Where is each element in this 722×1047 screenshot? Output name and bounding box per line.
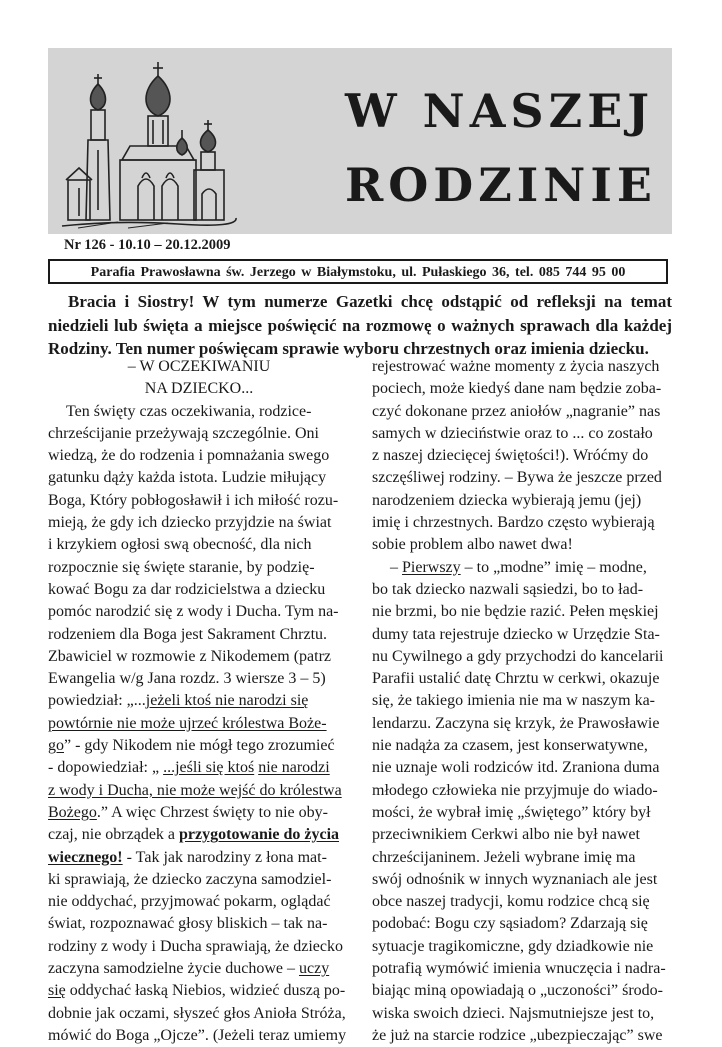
emphasis-fragment: przygotowanie do życia [179,826,340,844]
text-fragment: - Tak jak narodziny z łona mat- [122,848,327,866]
quote-fragment: go [48,737,64,755]
text-line: bo tak dziecko nazwali sąsiedzi, bo to ład- [372,580,644,598]
text-line: rejestrować ważne momenty z życia naszych [372,358,660,375]
text-line: sobie problem albo nawet dwa! [372,536,573,554]
text-line: lendarzu. Zaczyna się krzyk, że Prawosławie [372,714,660,732]
text-line: Ten święty czas oczekiwania, rodzice- [66,402,312,420]
church-illustration [58,60,238,232]
newsletter-title [345,74,665,222]
text-line: czyć dokonane przez aniołów „nagranie” nas [372,402,661,420]
quote-fragment: powtórnie nie może ujrzeć królestwa Boże- [48,714,327,732]
text-line: przeciwnikiem Cerkwi albo nie był nawet [372,826,640,844]
text-line: świat, rozpoznawać głosy bliskich – tak na- [48,915,328,933]
text-line: dumy tata rejestruje dziecko w Urzędzie Sta- [372,625,660,643]
issue-number: Nr 126 - 10.10 – 20.12.2009 [64,237,231,253]
text-line: nie brzmi, bo nie będzie razić. Pełen męskiej [372,603,659,621]
text-line: nie nadąża za czasem, jest konserwatywne, [372,737,648,755]
text-fragment: .” A więc Chrzest święty to nie oby- [96,803,328,821]
text-line: szczęśliwej rodziny. – Bywa że jeszcze przed [372,469,662,487]
text-line: chrześcijaninem. Jeżeli wybrane imię ma [372,848,636,866]
quote-fragment: ...jeśli się ktoś [163,759,255,777]
text-line: wiedzą, że do rodzenia i pomnażania swego [48,447,330,465]
text-line: z naszej dziecięcej świętości!). Wróćmy do [372,447,649,465]
text-line: Zbawiciel w rozmowie z Nikodemem (patrz [48,647,331,665]
quote-fragment: Bożego [48,803,97,821]
text-line [48,802,350,824]
text-line: samych w dzieciństwie oraz to ... co zostało [372,424,653,442]
text-line: Ewangelia w/g Jana rozdz. 3 wiersze 3 – 5) [48,670,326,688]
text-line: obce naszej tradycji, komu rodzice chcą się [372,893,650,911]
article-heading-line-2: NA DZIECKO... [144,380,254,398]
text-line [48,824,350,846]
text-line: nie uznaje woli rodziców itd. Zraniona duma [372,759,660,777]
right-column [372,356,674,1047]
text-line: pociech, może kiedyś dane nam będzie zoba- [372,380,662,398]
text-line: podobać: Bogu czy sąsiadom? Zdarzają się [372,915,648,933]
text-line: nu Cywilnego a gdy przychodzi do kancelarii [372,647,664,665]
text-line: się, że takiego imienia nie ma w naszym ka- [372,692,656,710]
quote-fragment: się [48,982,66,1000]
text-line: imię i chrzestnych. Bardzo często wybierają [372,514,655,532]
text-line [48,847,350,869]
left-column [48,356,350,1047]
text-line [48,980,350,1002]
text-line: biając miną opowiadają o „uczoności” środo- [372,982,663,1000]
text-fragment: czaj, nie obrządek a [48,826,180,844]
text-line: swój odnośnik w innych wyznaniach ale jest [372,870,658,888]
text-line [48,780,350,802]
emphasis-fragment: wiecznego! [48,848,123,866]
text-line [372,557,674,579]
text-line: pomóc narodzić się z wody i Ducha. Tym na- [48,603,339,621]
quote-fragment: nie narodzi [258,759,330,777]
parish-info: Parafia Prawosławna św. Jerzego w Białymstoku, ul. Pułaskiego 36, tel. 085 744 95 00 [48,259,668,284]
text-line: ki sprawiają, że dziecko zaczyna samodziel- [48,870,332,888]
text-line: narodzeniem dziecka wybierają jemu (jej) [372,491,642,509]
text-line: kować Bogu za dar rodzicielstwa a dziecku [48,580,326,598]
text-line: sytuacje tragikomiczne, gdy dziadkowie nie [372,937,654,955]
text-fragment: – [390,558,402,576]
quote-fragment: Pierwszy [402,558,461,576]
text-line [48,690,350,712]
text-line: mości, że wybrał imię „świętego” który był [372,803,651,821]
title-line-2: RODZINIE [345,158,657,212]
text-fragment: – to „modne” imię – modne, [460,558,647,576]
text-line [48,735,350,757]
intro-paragraph: Bracia i Siostry! W tym numerze Gazetki chcę odstąpić od refleksji na temat niedzieli lub święta a miejsce poświęcić na rozmowę o ważnych sprawach dla każdej Rodziny. Ten numer poświęcam sprawie wyboru chrzestnych oraz imienia dziecku. [48,292,672,358]
text-line: mieją, że gdy ich dziecko przyjdzie na świat [48,514,332,532]
text-line: Parafii ustalić datę Chrztu w cerkwi, okazuje [372,670,660,688]
text-line [48,958,350,980]
article-heading-line-1: – W OCZEKIWANIU [127,358,271,375]
text-line: Boga, Który pobłogosławił i ich miłość rozu- [48,491,339,509]
text-fragment: zaczyna samodzielne życie duchowe – [48,960,299,978]
text-line [48,757,350,779]
text-line: potrafią wymówić imienia wnuczęcia i nadra- [372,960,666,978]
title-line-1: W NASZEJ [345,84,655,138]
text-line: i krzykiem ogłosi swą obecność, dla nich [48,536,312,554]
text-line: młodego człowieka nie przyjmuje do wiado- [372,781,658,799]
text-fragment: powiedział: „... [48,692,146,710]
text-line: że już na starcie rodzice „ubezpieczając” swe [372,1026,663,1044]
text-fragment: ” - gdy Nikodem nie mógł tego zrozumieć [64,737,335,755]
text-line: mówić do Boga „Ojcze”. (Jeżeli teraz umiemy [48,1026,347,1044]
quote-fragment: z wody i Ducha, nie może wejść do królestwa [48,781,342,799]
text-line: wiska swoich dzieci. Najsmutniejsze jest to, [372,1004,655,1022]
text-line: rozpocznie się święte staranie, by podzię- [48,558,315,576]
text-line: dobnie jak oczami, słyszeć głos Anioła Stróża, [48,1004,346,1022]
text-line: nie oddychać, przyjmować pokarm, oglądać [48,893,331,911]
text-line: rodziny z wody i Ducha sprawiają, że dziecko [48,937,343,955]
quote-fragment: uczy [298,960,330,978]
text-line: gatunku dąży każda istota. Ludzie miłujący [48,469,327,487]
text-fragment: oddychać łaską Niebios, widzieć duszą po- [65,982,346,1000]
text-line: rodzeniem dla Boga jest Sakrament Chrztu. [48,625,328,643]
text-line: chrześcijanie przeżywają szczególnie. Oni [48,424,319,442]
text-fragment: - dopowiedział: „ [48,759,164,777]
quote-fragment: jeżeli ktoś nie narodzi się [145,692,309,710]
text-line [48,713,350,735]
